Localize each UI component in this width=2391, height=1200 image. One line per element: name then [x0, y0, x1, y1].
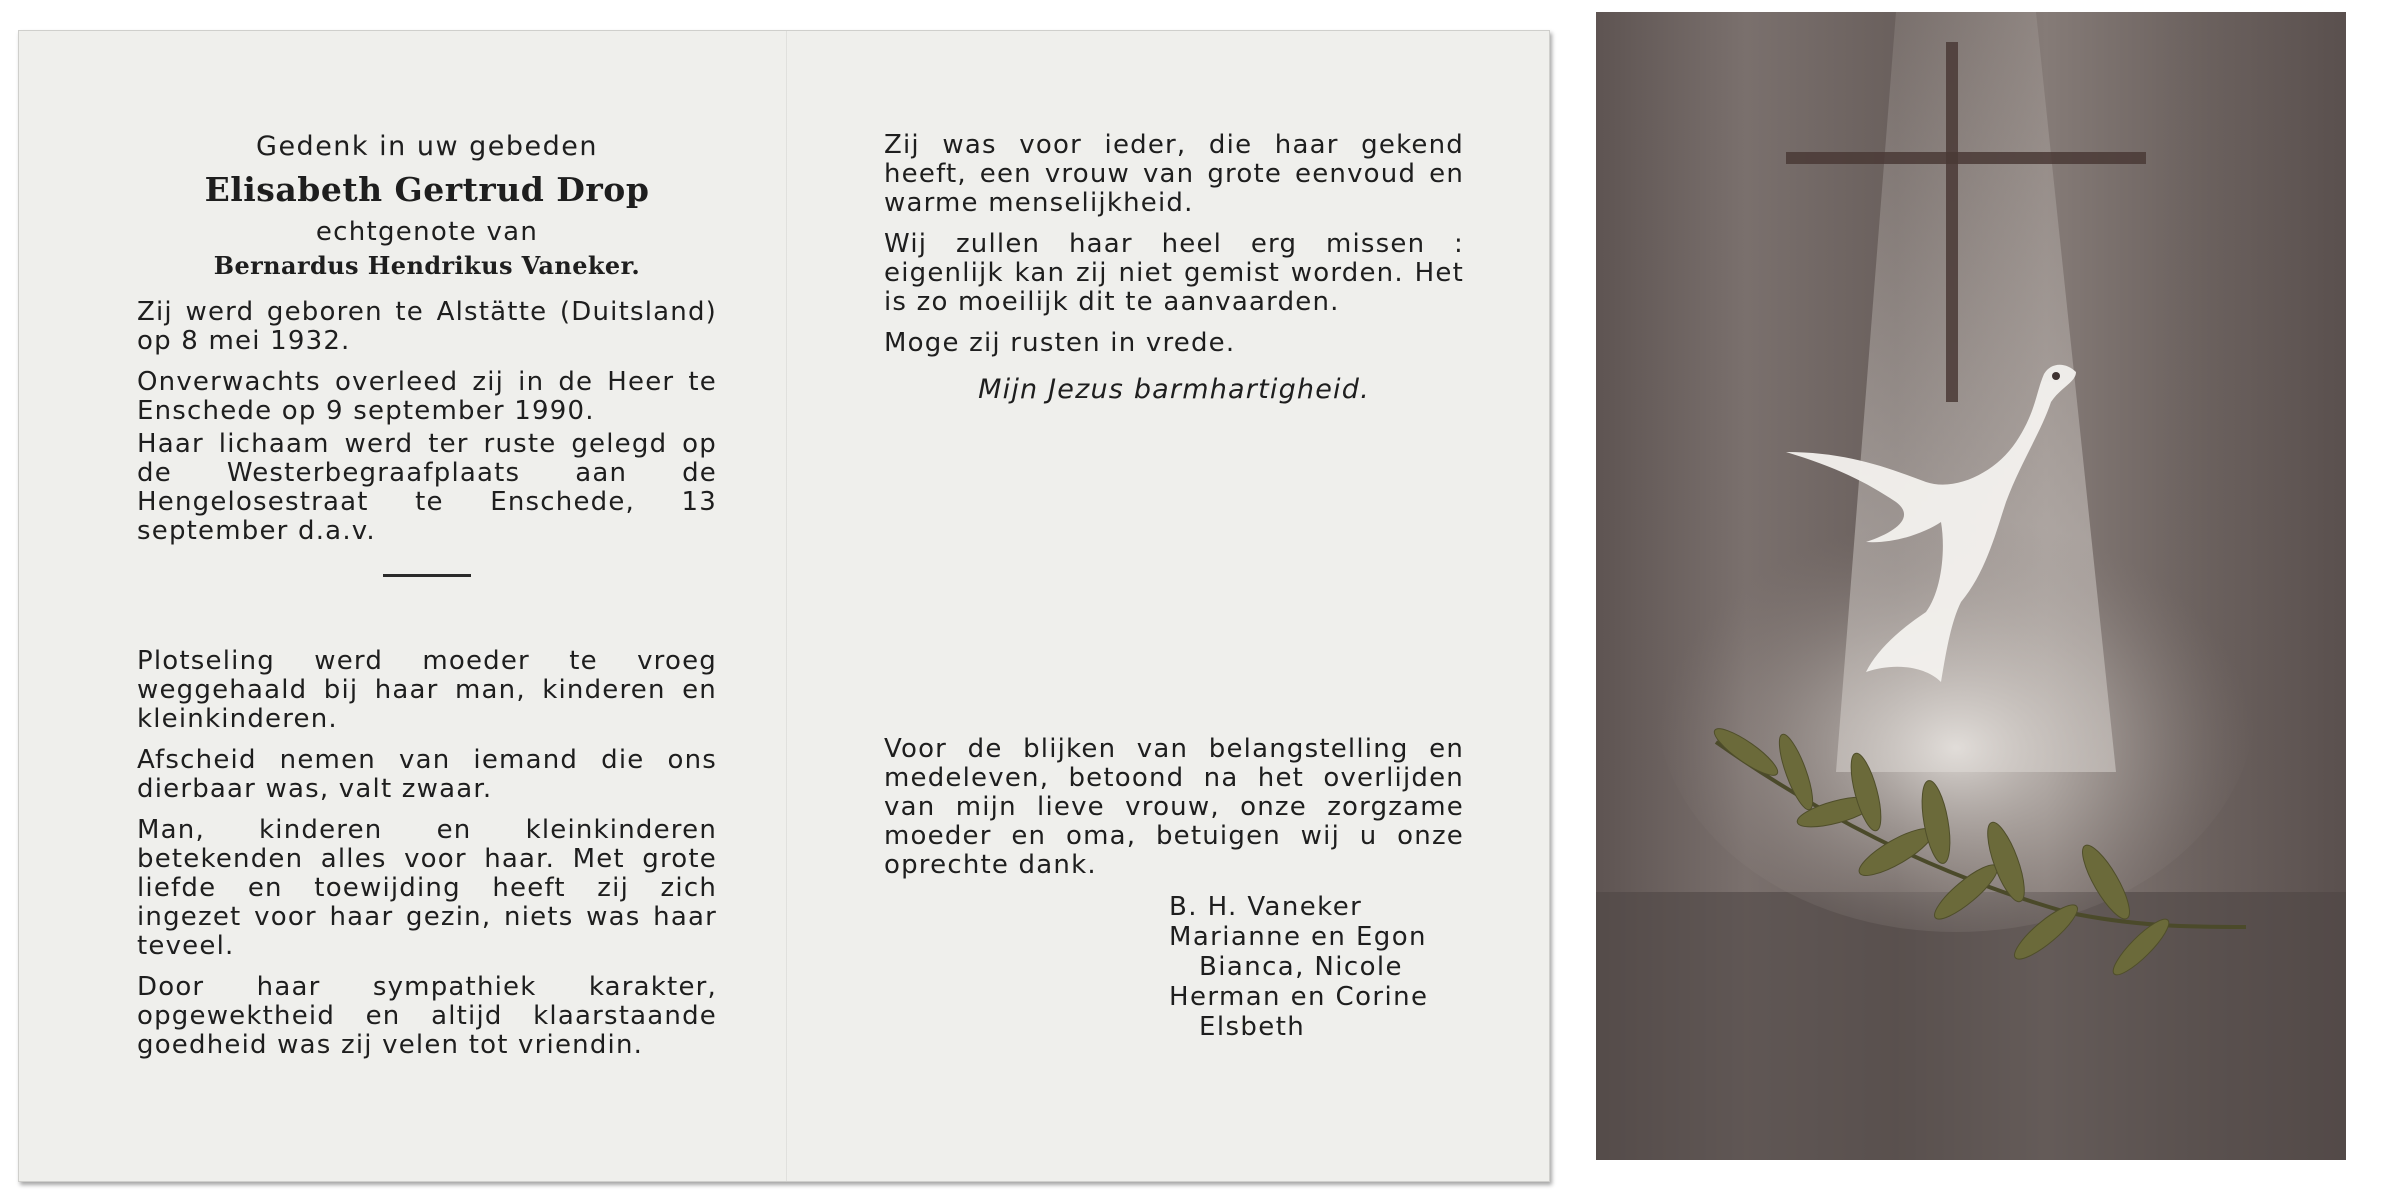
- husband-name: Bernardus Hendrikus Vaneker.: [213, 251, 641, 280]
- relation-text: echtgenote van: [315, 217, 539, 247]
- prayer-line: Mijn Jezus barmhartigheid.: [978, 374, 1370, 405]
- prayer-heading: Gedenk in uw gebeden: [256, 131, 598, 162]
- paragraph-5: Zij was voor ieder, die haar gekend heeft, een vrouw van grote eenvoud en warme menselijkheid.: [884, 130, 1464, 218]
- thanks-paragraph: Voor de blijken van belangstelling en medeleven, betoond na het overlijden van mijn lieve vrouw, onze zorgzame moeder en oma, betuigen wij u onze oprechte dank.: [884, 734, 1464, 880]
- memorial-card: [18, 30, 1550, 1182]
- signers-list: [1169, 892, 1464, 1042]
- dove-cross-image: [1596, 12, 2346, 1160]
- signer: Herman en Corine: [1169, 982, 1429, 1012]
- signer: B. H. Vaneker: [1169, 892, 1363, 922]
- divider: [383, 574, 471, 577]
- paragraph-1: Plotseling werd moeder te vroeg weggehaald bij haar man, kinderen en kleinkinderen.: [137, 646, 717, 734]
- signer: Marianne en Egon: [1169, 922, 1427, 952]
- signer: Elsbeth: [1199, 1012, 1306, 1042]
- burial-paragraph: Haar lichaam werd ter ruste gelegd op de Westerbegraafplaats aan de Hengelosestraat te Enschede, 13 september d.a.v.: [137, 429, 717, 546]
- paragraph-2: Afscheid nemen van iemand die ons dierbaar was, valt zwaar.: [137, 745, 717, 804]
- signer: Bianca, Nicole: [1199, 952, 1403, 982]
- dove-cross-illustration: [1596, 12, 2346, 1160]
- paragraph-7: Moge zij rusten in vrede.: [884, 328, 1236, 358]
- left-panel: [137, 131, 717, 1072]
- right-panel: [884, 131, 1464, 1042]
- birth-paragraph: Zij werd geboren te Alstätte (Duitsland) op 8 mei 1932.: [137, 297, 717, 356]
- paragraph-6: Wij zullen haar heel erg missen : eigenlijk kan zij niet gemist worden. Het is zo moeilijk dit te aanvaarden.: [884, 229, 1464, 317]
- death-paragraph: Onverwachts overleed zij in de Heer te Enschede op 9 september 1990.: [137, 367, 717, 426]
- card-fold: [786, 31, 788, 1181]
- deceased-name: Elisabeth Gertrud Drop: [204, 170, 650, 209]
- paragraph-3: Man, kinderen en kleinkinderen betekenden alles voor haar. Met grote liefde en toewijding heeft zij zich ingezet voor haar gezin, niets was haar teveel.: [137, 815, 717, 961]
- paragraph-4: Door haar sympathiek karakter, opgewektheid en altijd klaarstaande goedheid was zij velen tot vriendin.: [137, 972, 717, 1060]
